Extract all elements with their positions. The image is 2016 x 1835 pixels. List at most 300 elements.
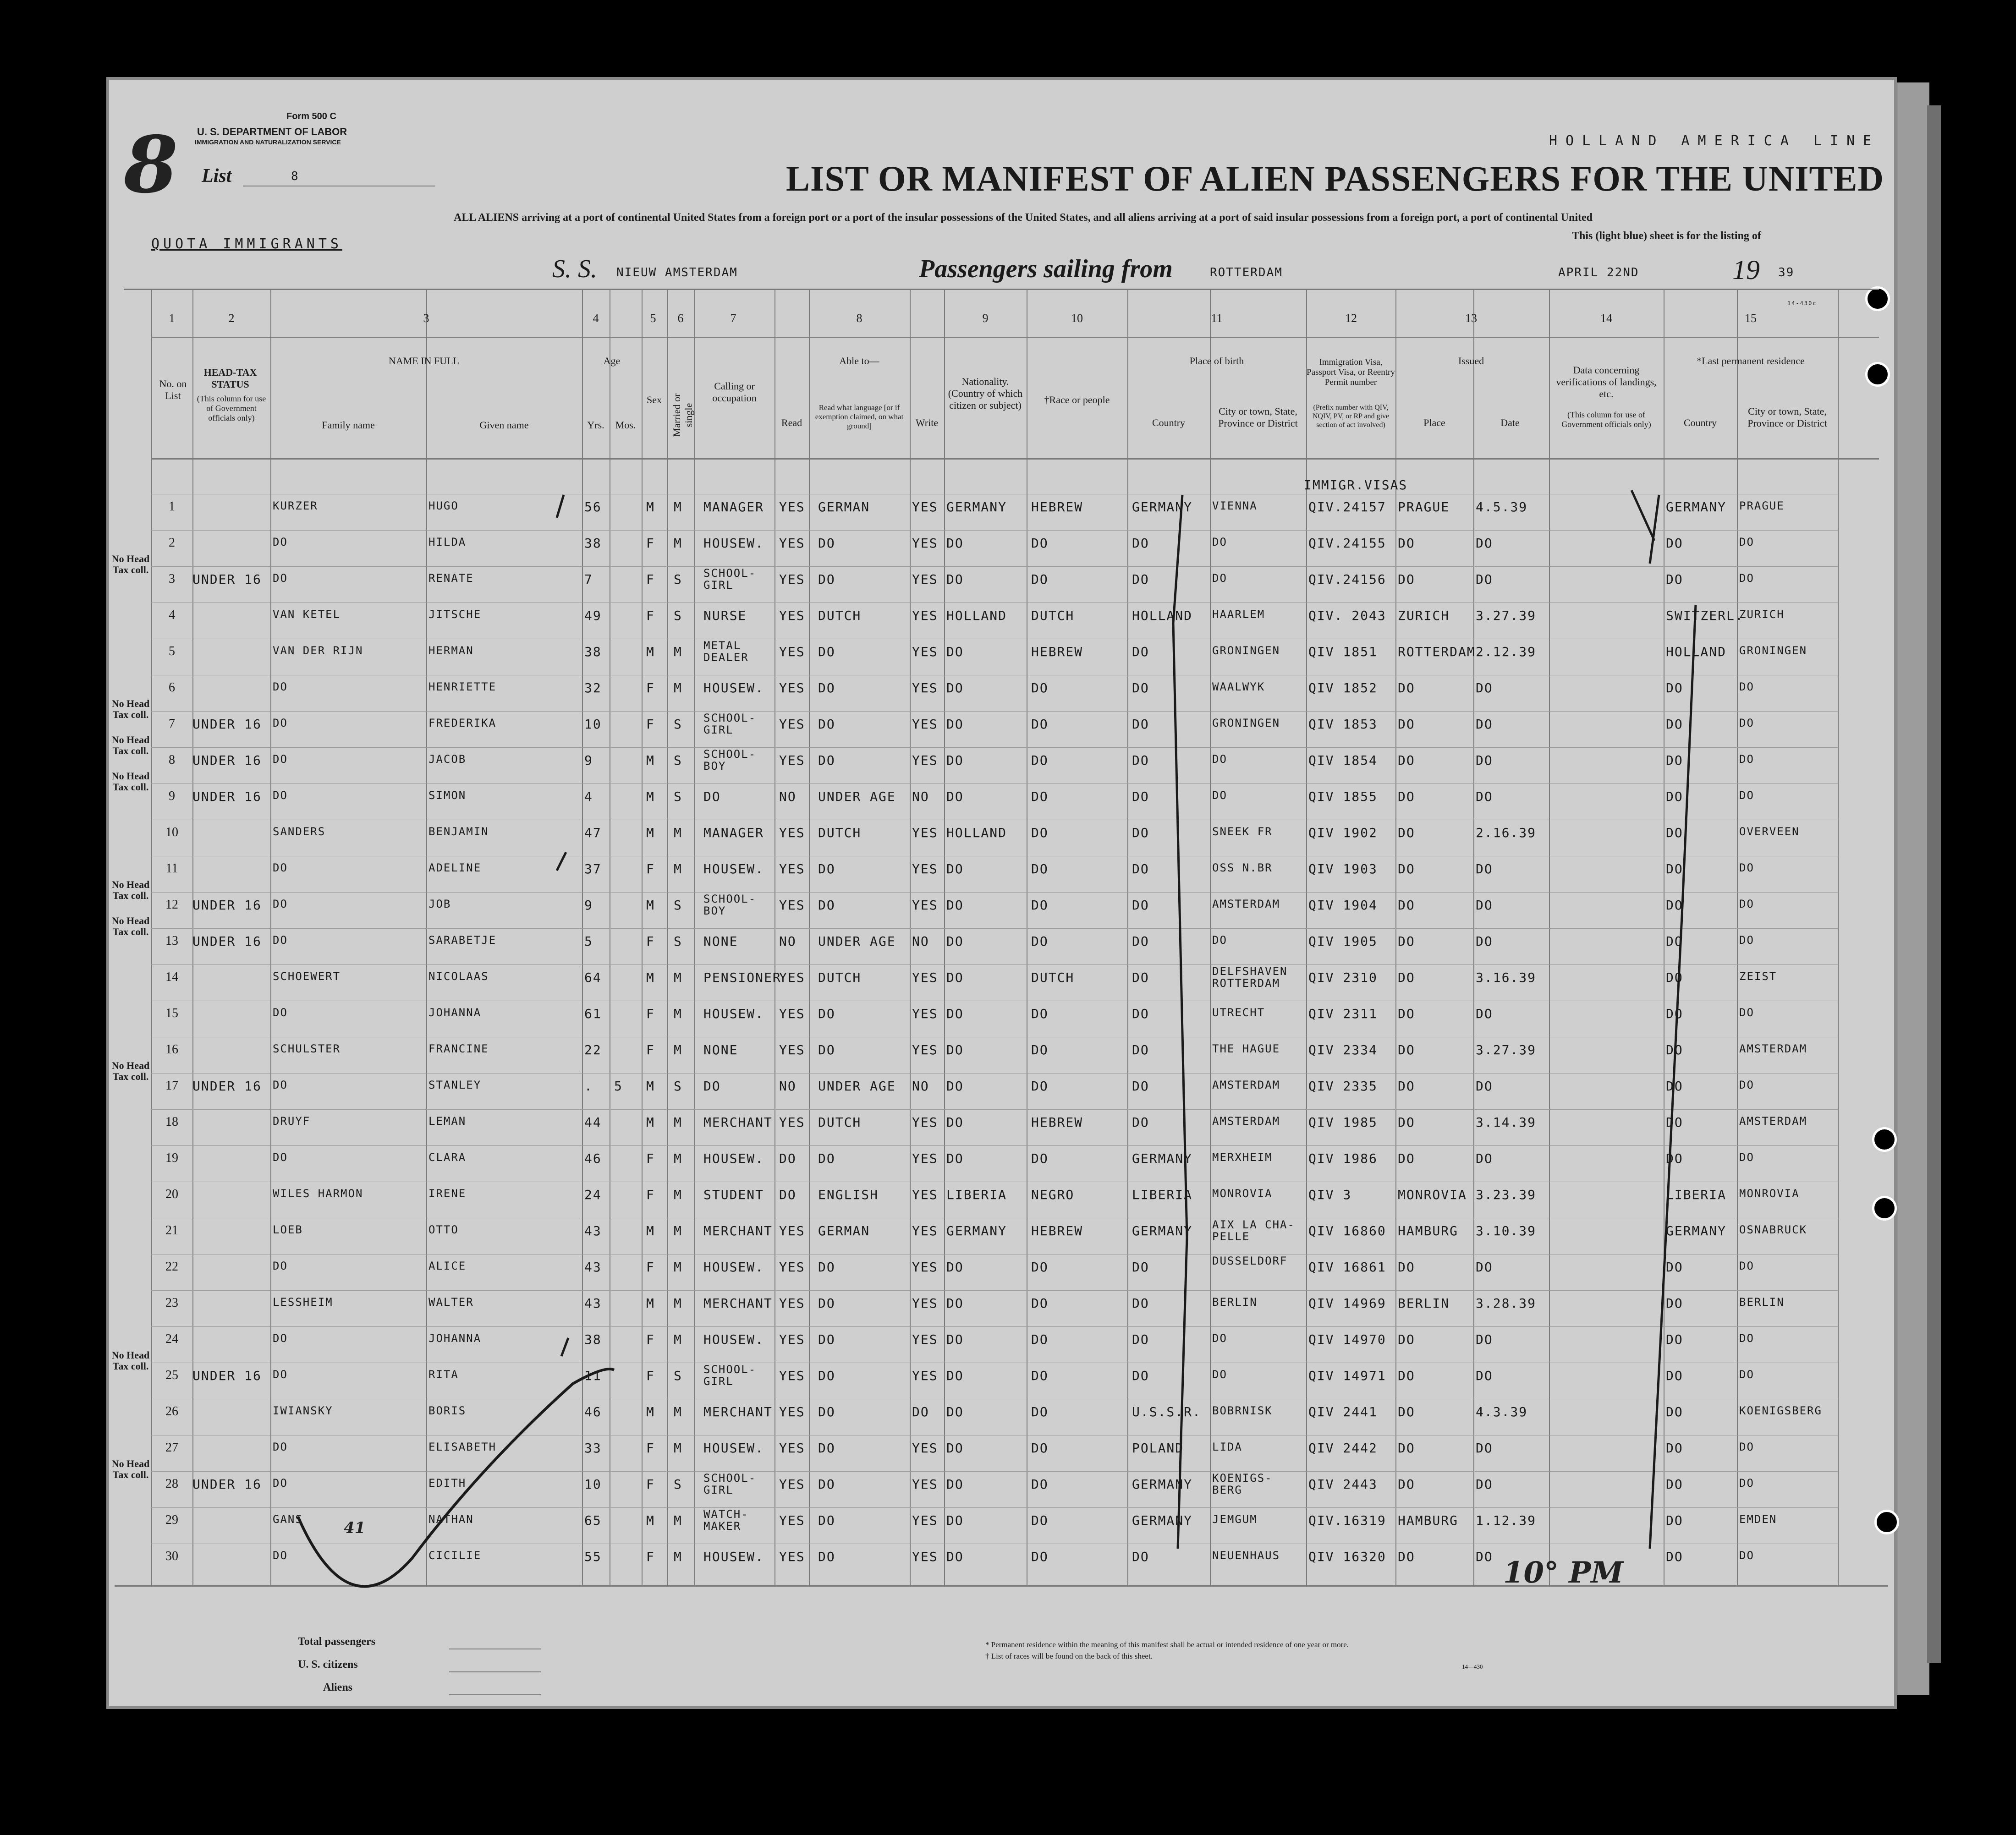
residence-country: DO: [1666, 934, 1683, 949]
header-name-in-full: NAME IN FULL: [389, 355, 459, 367]
nationality: DO: [946, 1513, 964, 1528]
birth-city: SNEEK FR: [1212, 825, 1273, 838]
birth-city: LIDA: [1212, 1441, 1242, 1453]
header-data-note: (This column for use of Government officials only): [1561, 410, 1651, 429]
sailing-from-label: Passengers sailing from: [919, 255, 1173, 283]
residence-country: DO: [1666, 753, 1683, 768]
race: DO: [1031, 1332, 1049, 1347]
issued-date: DO: [1476, 1151, 1493, 1166]
issued-place: DO: [1398, 1477, 1415, 1492]
residence-city: DO: [1739, 1260, 1754, 1272]
marital-status: S: [674, 898, 682, 913]
age-years: 32: [584, 680, 602, 696]
marital-status: M: [674, 861, 682, 876]
column-number: 15: [1745, 312, 1757, 325]
marital-status: M: [674, 1549, 682, 1564]
race: DO: [1031, 1151, 1049, 1166]
marital-status: S: [674, 608, 682, 623]
visa-number: QIV 1855: [1308, 789, 1378, 804]
issued-date: DO: [1476, 717, 1493, 732]
given-name: NICOLAAS: [428, 970, 489, 983]
visa-number: QIV 2311: [1308, 1006, 1378, 1021]
issued-date: DO: [1476, 1006, 1493, 1021]
age-years: 46: [584, 1404, 602, 1419]
nationality: DO: [946, 753, 964, 768]
birth-country: DO: [1132, 789, 1149, 804]
nationality: DO: [946, 861, 964, 876]
can-read: YES: [779, 1441, 805, 1456]
visa-number: QIV 2442: [1308, 1441, 1378, 1456]
family-name: SCHULSTER: [273, 1042, 341, 1055]
sex: F: [646, 572, 655, 587]
residence-country: DO: [1666, 1368, 1683, 1383]
visa-number: QIV 1854: [1308, 753, 1378, 768]
quota-label: QUOTA IMMIGRANTS: [151, 236, 342, 252]
can-write: YES: [912, 1042, 938, 1057]
head-tax-status: UNDER 16: [192, 753, 262, 768]
issued-date: 3.27.39: [1476, 608, 1537, 623]
birth-city: MONROVIA: [1212, 1187, 1273, 1200]
given-name: HILDA: [428, 536, 467, 548]
family-name: DO: [273, 680, 288, 693]
column-number: 9: [982, 312, 989, 325]
marital-status: M: [674, 1260, 682, 1275]
language: DO: [818, 1006, 835, 1021]
can-write: YES: [912, 1296, 938, 1311]
language: UNDER AGE: [818, 789, 896, 804]
family-name: IWIANSKY: [273, 1404, 333, 1417]
issued-place: MONROVIA: [1398, 1187, 1467, 1202]
can-read: YES: [779, 680, 805, 696]
race: DO: [1031, 898, 1049, 913]
birth-country: DO: [1132, 1042, 1149, 1057]
language: GERMAN: [818, 1223, 870, 1238]
row-number: 11: [165, 861, 178, 876]
residence-country: DO: [1666, 970, 1683, 985]
age-years: 38: [584, 644, 602, 659]
family-name: DO: [273, 1477, 288, 1490]
age-years: 5: [584, 934, 593, 949]
birth-country: DO: [1132, 572, 1149, 587]
language: DO: [818, 1477, 835, 1492]
given-name: JOB: [428, 898, 451, 910]
sex: M: [646, 499, 655, 515]
department-name: U. S. DEPARTMENT OF LABOR: [197, 126, 347, 137]
language: DO: [818, 572, 835, 587]
form-code: 14-430c: [1787, 300, 1817, 307]
residence-country: DO: [1666, 825, 1683, 840]
sex: F: [646, 1332, 655, 1347]
residence-city: EMDEN: [1739, 1513, 1777, 1526]
header-visa-note: (Prefix number with QIV, NQIV, PV, or RP and give section of act involved): [1312, 404, 1390, 429]
sex: F: [646, 717, 655, 732]
visa-number: QIV 2335: [1308, 1079, 1378, 1094]
column-number: 7: [730, 312, 736, 325]
issued-date: 1.12.39: [1476, 1513, 1537, 1528]
residence-city: DO: [1739, 717, 1754, 729]
header-head-tax: HEAD-TAX STATUS: [203, 367, 257, 390]
issued-date: DO: [1476, 1260, 1493, 1275]
issued-place: DO: [1398, 1332, 1415, 1347]
given-name: HUGO: [428, 499, 459, 512]
head-tax-status: UNDER 16: [192, 1477, 262, 1492]
age-years: 11: [584, 1368, 602, 1383]
can-write: YES: [912, 861, 938, 876]
language: DO: [818, 1513, 835, 1528]
residence-city: OVERVEEN: [1739, 825, 1800, 838]
nationality: DO: [946, 717, 964, 732]
can-read: NO: [779, 1079, 797, 1094]
issued-place: BERLIN: [1398, 1296, 1450, 1311]
residence-city: DO: [1739, 680, 1754, 693]
visa-number: QIV 14970: [1308, 1332, 1386, 1347]
race: DO: [1031, 1042, 1049, 1057]
sex: M: [646, 825, 655, 840]
occupation: STUDENT: [703, 1187, 764, 1202]
row-number: 7: [169, 717, 175, 731]
sex: F: [646, 1477, 655, 1492]
birth-country: DO: [1132, 717, 1149, 732]
family-name: DO: [273, 572, 288, 585]
row-number: 9: [169, 789, 175, 803]
residence-country: GERMANY: [1666, 1223, 1727, 1238]
race: DO: [1031, 1513, 1049, 1528]
issued-date: 3.14.39: [1476, 1115, 1537, 1130]
residence-city: BERLIN: [1739, 1296, 1785, 1309]
birth-country: U.S.S.R.: [1132, 1404, 1201, 1419]
can-write: YES: [912, 1260, 938, 1275]
sex: F: [646, 1368, 655, 1383]
occupation: WATCH-MAKER: [703, 1508, 749, 1533]
can-read: YES: [779, 644, 805, 659]
row-number: 15: [165, 1006, 178, 1020]
can-read: YES: [779, 970, 805, 985]
language: ENGLISH: [818, 1187, 879, 1202]
family-name: VAN KETEL: [273, 608, 341, 621]
age-years: 47: [584, 825, 602, 840]
residence-country: DO: [1666, 1441, 1683, 1456]
can-read: YES: [779, 1223, 805, 1238]
race: HEBREW: [1031, 1115, 1083, 1130]
header-given-name: Given name: [479, 419, 529, 431]
sex: F: [646, 608, 655, 623]
given-name: ADELINE: [428, 861, 482, 874]
issued-date: 2.16.39: [1476, 825, 1537, 840]
port-name: ROTTERDAM: [1210, 266, 1283, 279]
can-read: YES: [779, 536, 805, 551]
language: DUTCH: [818, 825, 862, 840]
occupation: MERCHANT: [703, 1223, 773, 1238]
residence-city: DO: [1739, 1332, 1754, 1345]
visa-number: QIV 1905: [1308, 934, 1378, 949]
visa-number: QIV 16861: [1308, 1260, 1386, 1275]
age-years: 43: [584, 1223, 602, 1238]
row-number: 22: [165, 1260, 178, 1274]
head-tax-status: UNDER 16: [192, 1368, 262, 1383]
residence-city: GRONINGEN: [1739, 644, 1807, 657]
residence-city: DO: [1739, 1006, 1754, 1019]
can-write: DO: [912, 1404, 929, 1419]
race: DUTCH: [1031, 608, 1075, 623]
race: DO: [1031, 1368, 1049, 1383]
residence-city: KOENIGSBERG: [1739, 1404, 1822, 1417]
issued-place: DO: [1398, 1368, 1415, 1383]
race: HEBREW: [1031, 1223, 1083, 1238]
birth-country: DO: [1132, 1079, 1149, 1094]
occupation: SCHOOL-GIRL: [703, 712, 757, 736]
nationality: DO: [946, 1404, 964, 1419]
residence-city: ZEIST: [1739, 970, 1777, 983]
issued-place: DO: [1398, 572, 1415, 587]
sex: F: [646, 1260, 655, 1275]
row-number: 6: [169, 680, 175, 695]
race: DO: [1031, 680, 1049, 696]
row-number: 4: [169, 608, 175, 622]
marital-status: M: [674, 825, 682, 840]
occupation: HOUSEW.: [703, 1549, 764, 1564]
given-name: EDITH: [428, 1477, 467, 1490]
residence-city: DO: [1739, 1079, 1754, 1091]
occupation: HOUSEW.: [703, 1151, 764, 1166]
family-name: GANS: [273, 1513, 303, 1526]
residence-country: DO: [1666, 1079, 1683, 1094]
family-name: DO: [273, 753, 288, 766]
issued-date: 3.27.39: [1476, 1042, 1537, 1057]
can-write: YES: [912, 536, 938, 551]
form-number: Form 500 C: [286, 111, 336, 121]
age-years: 9: [584, 898, 593, 913]
race: DO: [1031, 1404, 1049, 1419]
birth-country: GERMANY: [1132, 1223, 1193, 1238]
row-number: 16: [165, 1042, 178, 1057]
can-write: YES: [912, 1549, 938, 1564]
birth-country: GERMANY: [1132, 1513, 1193, 1528]
residence-country: DO: [1666, 1296, 1683, 1311]
year-prefix: 19: [1732, 255, 1760, 285]
document-title: LIST OR MANIFEST OF ALIEN PASSENGERS FOR THE UNITED: [786, 159, 1884, 198]
header-visa: Immigration Visa, Passport Visa, or Reentry Permit number: [1307, 357, 1395, 387]
age-years: 37: [584, 861, 602, 876]
race: DO: [1031, 753, 1049, 768]
visa-number: QIV 16320: [1308, 1549, 1386, 1564]
occupation: HOUSEW.: [703, 1006, 764, 1021]
birth-country: DO: [1132, 934, 1149, 949]
occupation: DO: [703, 1079, 721, 1094]
issued-date: DO: [1476, 861, 1493, 876]
family-name: DO: [273, 1441, 288, 1453]
given-name: ALICE: [428, 1260, 467, 1272]
issued-date: DO: [1476, 1079, 1493, 1094]
marital-status: M: [674, 1441, 682, 1456]
header-issued-date: Date: [1500, 417, 1520, 428]
can-write: NO: [912, 789, 929, 804]
can-write: YES: [912, 1441, 938, 1456]
given-name: RITA: [428, 1368, 459, 1381]
given-name: FREDERIKA: [428, 717, 497, 729]
can-read: YES: [779, 1042, 805, 1057]
visa-number: QIV.24156: [1308, 572, 1386, 587]
header-residence-city: City or town, State, Province or District: [1747, 405, 1827, 429]
birth-city: AMSTERDAM: [1212, 1115, 1280, 1128]
nationality: DO: [946, 1042, 964, 1057]
language: DO: [818, 1042, 835, 1057]
can-read: YES: [779, 1296, 805, 1311]
head-tax-stamp: No Head Tax coll.: [111, 1458, 150, 1480]
age-years: 56: [584, 499, 602, 515]
family-name: DO: [273, 789, 288, 802]
marital-status: M: [674, 1296, 682, 1311]
line-company: HOLLAND AMERICA LINE: [1549, 133, 1880, 149]
family-name: DO: [273, 898, 288, 910]
can-read: YES: [779, 753, 805, 768]
visa-number: QIV 1986: [1308, 1151, 1378, 1166]
row-number: 21: [165, 1223, 178, 1238]
birth-country: HOLLAND: [1132, 608, 1193, 623]
row-number: 3: [169, 572, 175, 586]
can-write: YES: [912, 1223, 938, 1238]
age-years: 61: [584, 1006, 602, 1021]
issued-place: ROTTERDAM: [1398, 644, 1476, 659]
birth-city: NEUENHAUS: [1212, 1549, 1280, 1562]
marital-status: M: [674, 1513, 682, 1528]
issued-date: DO: [1476, 898, 1493, 913]
column-number: 2: [228, 312, 235, 325]
birth-country: GERMANY: [1132, 1477, 1193, 1492]
ss-label: S. S.: [552, 255, 597, 283]
handwritten-count: 41: [344, 1519, 366, 1537]
marital-status: S: [674, 1368, 682, 1383]
family-name: DO: [273, 861, 288, 874]
visa-number: QIV 2310: [1308, 970, 1378, 985]
row-number: 8: [169, 753, 175, 767]
sex: M: [646, 753, 655, 768]
given-name: RENATE: [428, 572, 474, 585]
sex: F: [646, 536, 655, 551]
header-language: Read what language [or if exemption claimed, on what ground]: [815, 403, 904, 430]
occupation: SCHOOL-GIRL: [703, 1363, 757, 1388]
sex: F: [646, 1549, 655, 1564]
nationality: HOLLAND: [946, 608, 1007, 623]
age-years: 10: [584, 1477, 602, 1492]
age-years: 43: [584, 1296, 602, 1311]
birth-city: DO: [1212, 572, 1227, 585]
visa-number: QIV 1904: [1308, 898, 1378, 913]
row-number: 13: [165, 934, 178, 948]
residence-city: DO: [1739, 572, 1754, 585]
visa-number: QIV 16860: [1308, 1223, 1386, 1238]
residence-city: DO: [1739, 536, 1754, 548]
race: DO: [1031, 717, 1049, 732]
given-name: CLARA: [428, 1151, 467, 1164]
issued-place: DO: [1398, 680, 1415, 696]
residence-city: DO: [1739, 1549, 1754, 1562]
marital-status: M: [674, 1115, 682, 1130]
head-tax-stamp: No Head Tax coll.: [111, 915, 150, 937]
can-read: YES: [779, 1513, 805, 1528]
language: DO: [818, 717, 835, 732]
race: DO: [1031, 1477, 1049, 1492]
residence-country: DO: [1666, 1115, 1683, 1130]
language: DO: [818, 1441, 835, 1456]
header-years: Yrs.: [587, 419, 604, 431]
issued-date: DO: [1476, 1332, 1493, 1347]
age-years: 64: [584, 970, 602, 985]
nationality: DO: [946, 1477, 964, 1492]
issued-date: DO: [1476, 789, 1493, 804]
issued-place: ZURICH: [1398, 608, 1450, 623]
given-name: BORIS: [428, 1404, 467, 1417]
residence-country: DO: [1666, 1513, 1683, 1528]
issued-date: 3.10.39: [1476, 1223, 1537, 1238]
column-number: 10: [1071, 312, 1083, 325]
can-read: YES: [779, 1332, 805, 1347]
can-read: DO: [779, 1187, 797, 1202]
issued-place: DO: [1398, 1079, 1415, 1094]
residence-country: GERMANY: [1666, 499, 1727, 515]
age-years: 24: [584, 1187, 602, 1202]
occupation: HOUSEW.: [703, 1332, 764, 1347]
occupation: METAL DEALER: [703, 639, 749, 664]
residence-country: DO: [1666, 1042, 1683, 1057]
race: DO: [1031, 825, 1049, 840]
can-write: YES: [912, 825, 938, 840]
birth-country: DO: [1132, 825, 1149, 840]
issued-place: DO: [1398, 536, 1415, 551]
visa-number: QIV 14971: [1308, 1368, 1386, 1383]
year-suffix: 39: [1778, 266, 1795, 279]
language: DO: [818, 1151, 835, 1166]
race: DO: [1031, 1441, 1049, 1456]
visa-number: QIV 1902: [1308, 825, 1378, 840]
nationality: DO: [946, 1260, 964, 1275]
issued-place: DO: [1398, 1441, 1415, 1456]
head-tax-stamp: No Head Tax coll.: [111, 553, 150, 575]
row-number: 29: [165, 1513, 178, 1527]
row-number: 12: [165, 898, 178, 912]
row-number: 27: [165, 1441, 178, 1455]
occupation: HOUSEW.: [703, 861, 764, 876]
occupation: SCHOOL-GIRL: [703, 567, 757, 592]
residence-country: DO: [1666, 1549, 1683, 1564]
given-name: LEMAN: [428, 1115, 467, 1128]
can-read: YES: [779, 1477, 805, 1492]
birth-country: DO: [1132, 970, 1149, 985]
nationality: DO: [946, 1332, 964, 1347]
nationality: LIBERIA: [946, 1187, 1007, 1202]
nationality: DO: [946, 1549, 964, 1564]
visa-number: QIV.24157: [1308, 499, 1386, 515]
residence-city: AMSTERDAM: [1739, 1042, 1807, 1055]
language: DO: [818, 898, 835, 913]
birth-country: DO: [1132, 1296, 1149, 1311]
can-read: YES: [779, 1549, 805, 1564]
nationality: DO: [946, 789, 964, 804]
language: UNDER AGE: [818, 1079, 896, 1094]
birth-country: DO: [1132, 1006, 1149, 1021]
age-years: 4: [584, 789, 593, 804]
issued-place: DO: [1398, 753, 1415, 768]
can-read: YES: [779, 608, 805, 623]
issued-place: HAMBURG: [1398, 1513, 1459, 1528]
marital-status: M: [674, 536, 682, 551]
can-read: NO: [779, 934, 797, 949]
occupation: MERCHANT: [703, 1115, 773, 1130]
sex: M: [646, 970, 655, 985]
language: DO: [818, 536, 835, 551]
issued-place: DO: [1398, 825, 1415, 840]
head-tax-stamp: No Head Tax coll.: [111, 1060, 150, 1082]
can-write: YES: [912, 1006, 938, 1021]
